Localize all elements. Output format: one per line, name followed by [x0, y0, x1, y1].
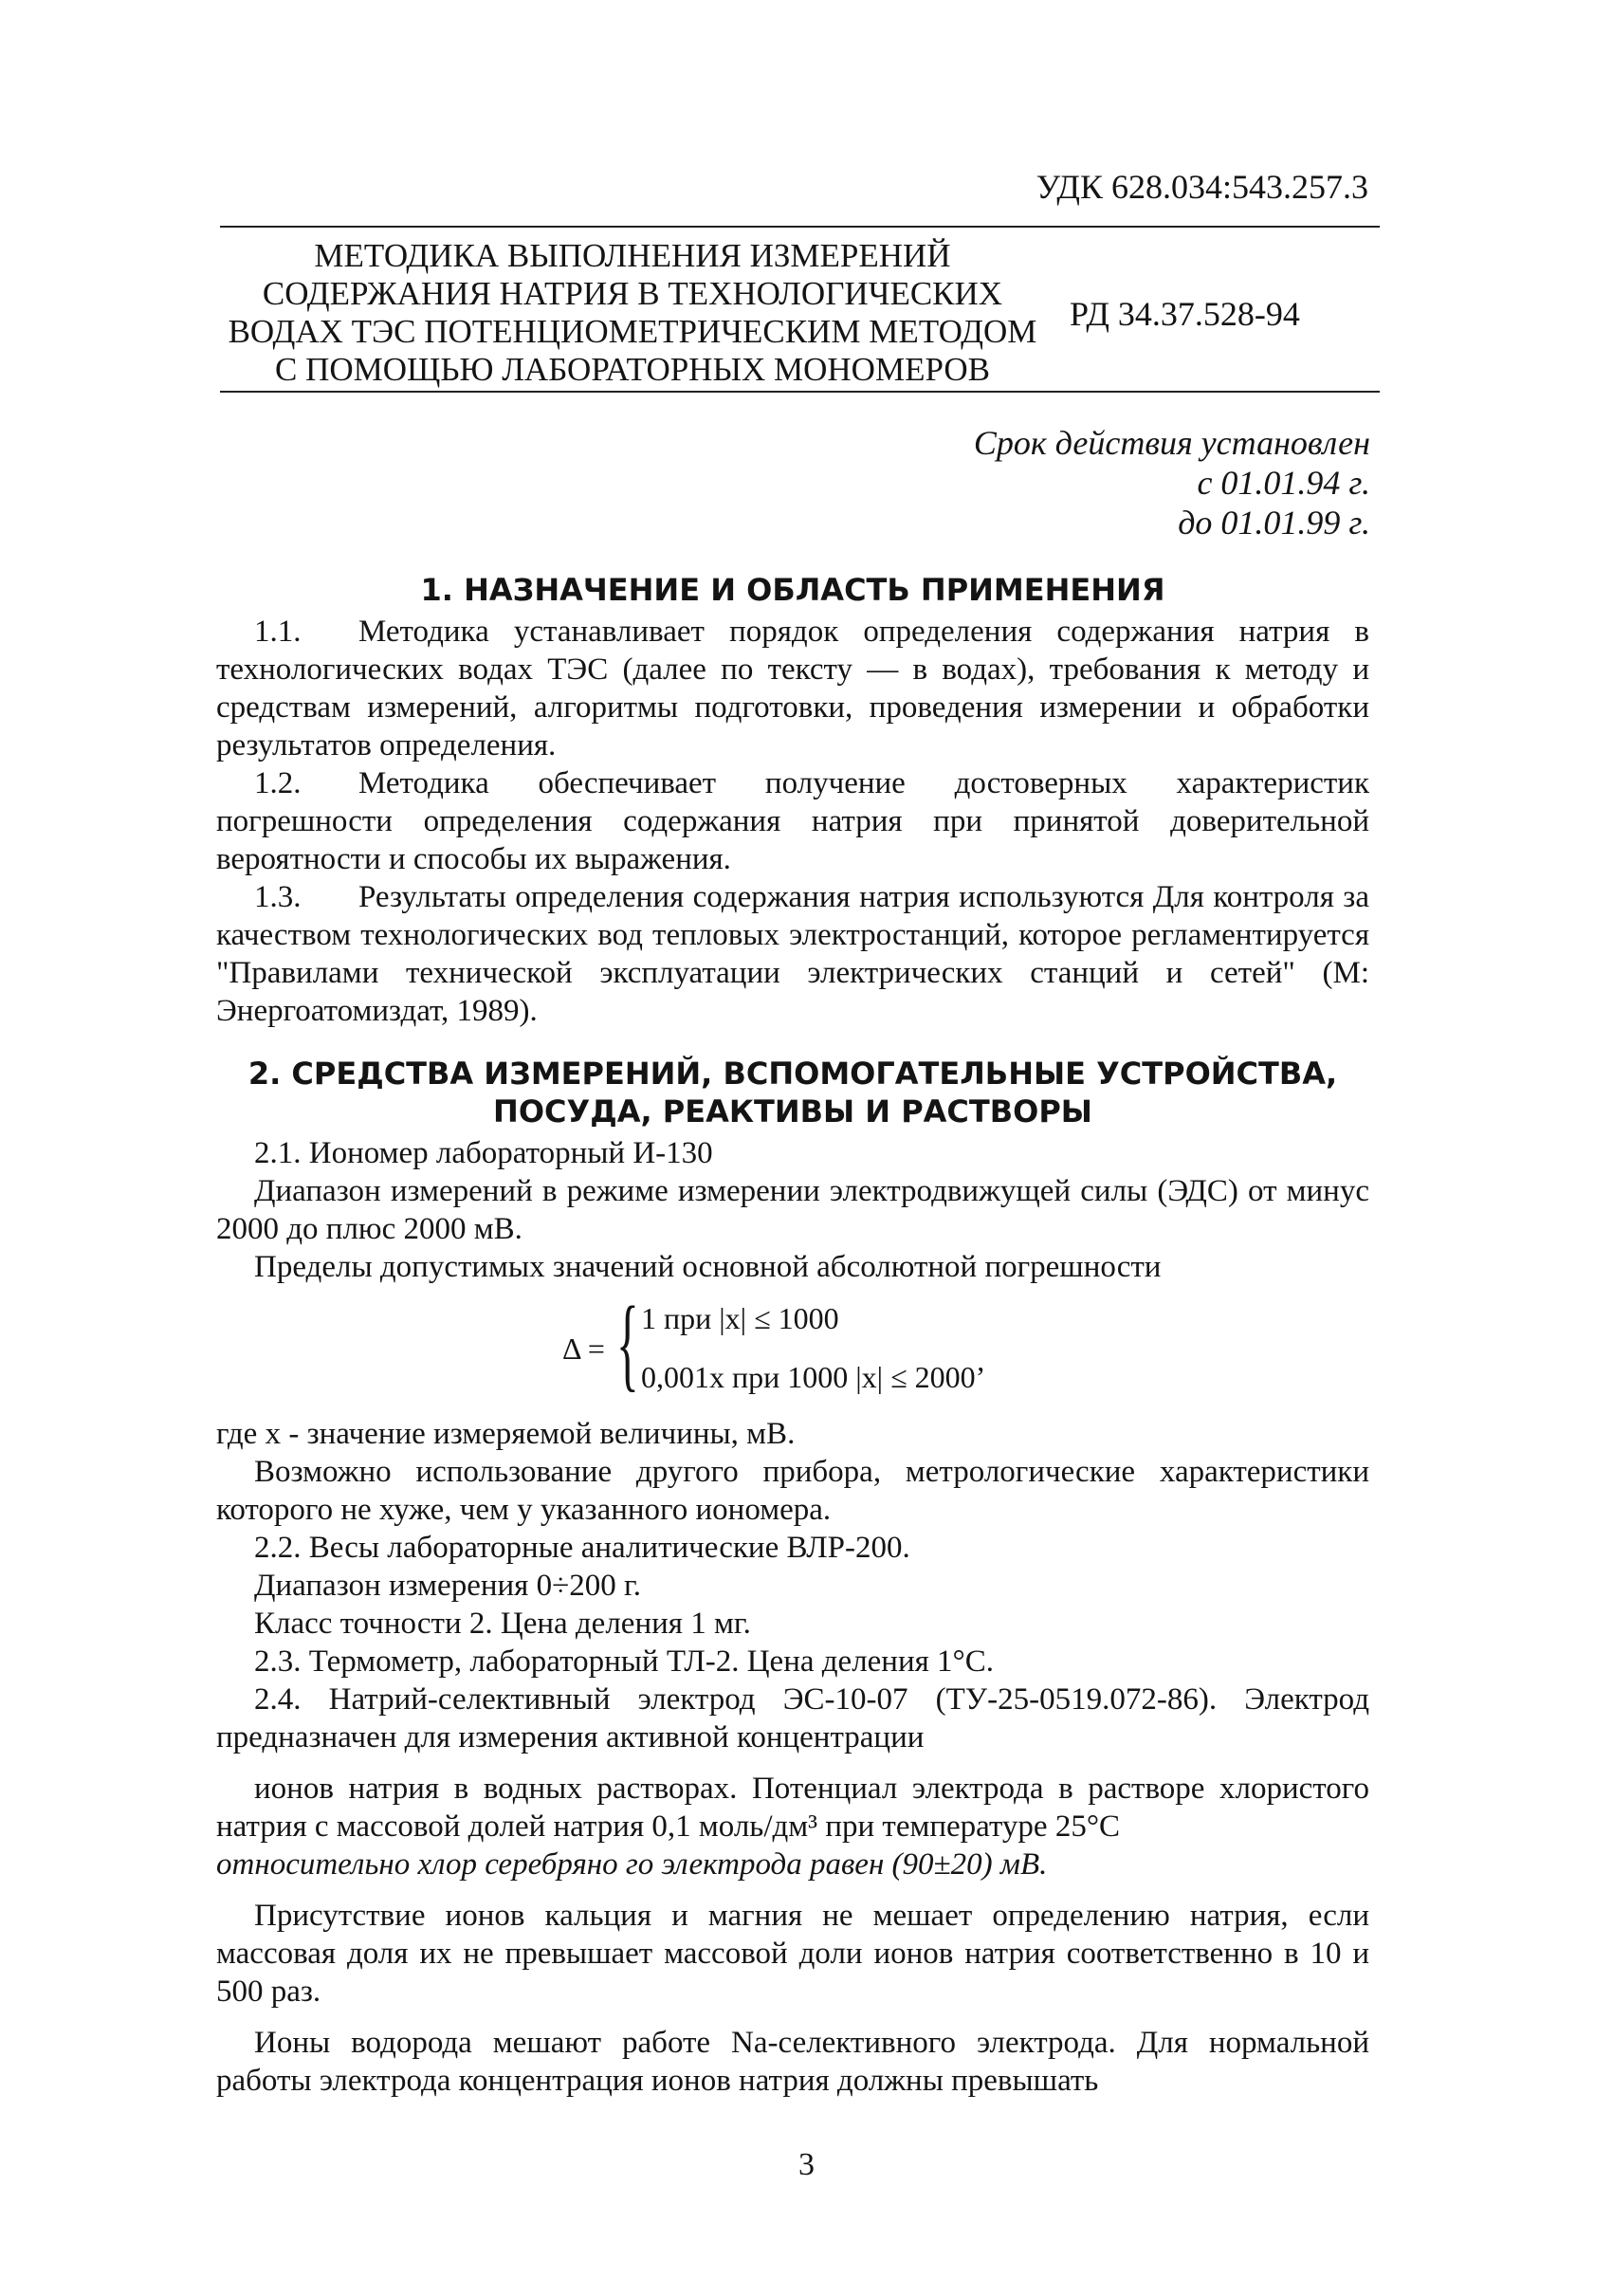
header-top-rule: [220, 226, 1380, 228]
paragraph-1-1: [216, 613, 1369, 764]
paragraph-2-1: 2.1. Иономер лабораторный И-130: [254, 1136, 713, 1170]
paragraph-1-3: [216, 878, 1369, 1030]
title-line: СОДЕРЖАНИЯ НАТРИЯ В ТЕХНОЛОГИЧЕСКИХ: [262, 275, 1003, 312]
title-line: МЕТОДИКА ВЫПОЛНЕНИЯ ИЗМЕРЕНИЙ: [314, 237, 951, 274]
paragraph-where: где x - значение измеряемой величины, мВ.: [216, 1417, 796, 1451]
paragraph-text: Результаты определения содержания натрия используются Для контроля за качеством технологических вод тепловых электростанций, которое регламентируется "Правилами технической эксплуатации электрических станций и сетей" (М: Энергоатомиздат, 1989).: [216, 880, 1369, 1028]
document-body: [216, 571, 1369, 2100]
paragraph-range: Диапазон измерений в режиме измерении электродвижущей силы (ЭДС) от минус 2000 до плюс 2000 мВ.: [216, 1174, 1369, 1246]
paragraph-ions: ионов натрия в водных растворах. Потенциал электрода в растворе хлористого натрия с массовой долей натрия 0,1 моль/дм³ при температуре 25°С: [216, 1772, 1369, 1844]
formula-case-2: 0,001x при 1000 |x| ≤ 2000’: [641, 1360, 986, 1394]
validity-line: до 01.01.99 г.: [1178, 504, 1370, 542]
section-2-heading: [216, 1055, 1369, 1130]
validity-line: с 01.01.94 г.: [1197, 464, 1370, 502]
paragraph-class: Класс точности 2. Цена деления 1 мг.: [254, 1607, 751, 1641]
paragraph-hydrogen: Ионы водорода мешают работе Na-селективного электрода. Для нормальной работы электрода концентрация ионов натрия должны превышать: [216, 2026, 1369, 2098]
validity-period: [974, 423, 1370, 542]
paragraph-limits: Пределы допустимых значений основной абсолютной погрешности: [254, 1250, 1162, 1284]
paragraph-text: Методика устанавливает порядок определения содержания натрия в технологических водах ТЭС (далее по тексту — в водах), требования к методу и средствам измерений, алгоритмы подготовки, проведения измерении и обработки результатов определения.: [216, 615, 1369, 762]
paragraph-text: Методика обеспечивает получение достоверных характеристик погрешности определения содержания натрия при принятой доверительной вероятности и способы их выражения.: [216, 766, 1369, 876]
page-number: 3: [798, 2147, 815, 2182]
validity-line: Срок действия установлен: [973, 424, 1370, 462]
section-1-heading: 1. НАЗНАЧЕНИЕ И ОБЛАСТЬ ПРИМЕНЕНИЯ: [420, 572, 1165, 608]
formula-brace: {: [616, 1285, 639, 1401]
paragraph-2-4: 2.4. Натрий-селективный электрод ЭС-10-07 (ТУ-25-0519.072-86). Электрод предназначен для измерения активной концентрации: [216, 1682, 1369, 1754]
udk-code: УДК 628.034:543.257.3: [1036, 168, 1368, 206]
paragraph-number: 1.3.: [254, 880, 302, 914]
document-title: [220, 237, 1045, 389]
paragraph-2-3: 2.3. Термометр, лабораторный ТЛ-2. Цена деления 1°С.: [254, 1644, 995, 1679]
title-line: ВОДАХ ТЭС ПОТЕНЦИОМЕТРИЧЕСКИМ МЕТОДОМ: [228, 313, 1037, 350]
error-formula: [216, 1285, 1369, 1407]
heading-line: 2. СРЕДСТВА ИЗМЕРЕНИЙ, ВСПОМОГАТЕЛЬНЫЕ УСТРОЙСТВА,: [247, 1056, 1338, 1092]
title-line: С ПОМОЩЬЮ ЛАБОРАТОРНЫХ МОНОМЕРОВ: [275, 351, 990, 388]
paragraph-other-device: Возможно использование другого прибора, метрологические характеристики которого не хуже, чем у указанного иономера.: [216, 1455, 1369, 1527]
paragraph-number: 1.2.: [254, 766, 302, 800]
formula-delta: Δ =: [562, 1332, 605, 1366]
paragraph-1-2: [216, 764, 1369, 878]
paragraph-calcium: Присутствие ионов кальция и магния не мешает определению натрия, если массовая доля их не превышает массовой доли ионов натрия соответственно в 10 и 500 раз.: [216, 1899, 1369, 2009]
paragraph-ions-italic: относительно хлор серебряно го электрода равен (90±20) мВ.: [216, 1847, 1048, 1882]
paragraph-2-2: 2.2. Весы лабораторные аналитические ВЛР-200.: [254, 1531, 910, 1565]
paragraph-number: 1.1.: [254, 615, 302, 649]
document-code: РД 34.37.528-94: [1070, 295, 1300, 333]
heading-line: ПОСУДА, РЕАКТИВЫ И РАСТВОРЫ: [493, 1093, 1092, 1130]
header-bottom-rule: [220, 391, 1380, 393]
paragraph-range-2: Диапазон измерения 0÷200 г.: [254, 1569, 642, 1603]
formula-case-1: 1 при |x| ≤ 1000: [641, 1301, 839, 1335]
